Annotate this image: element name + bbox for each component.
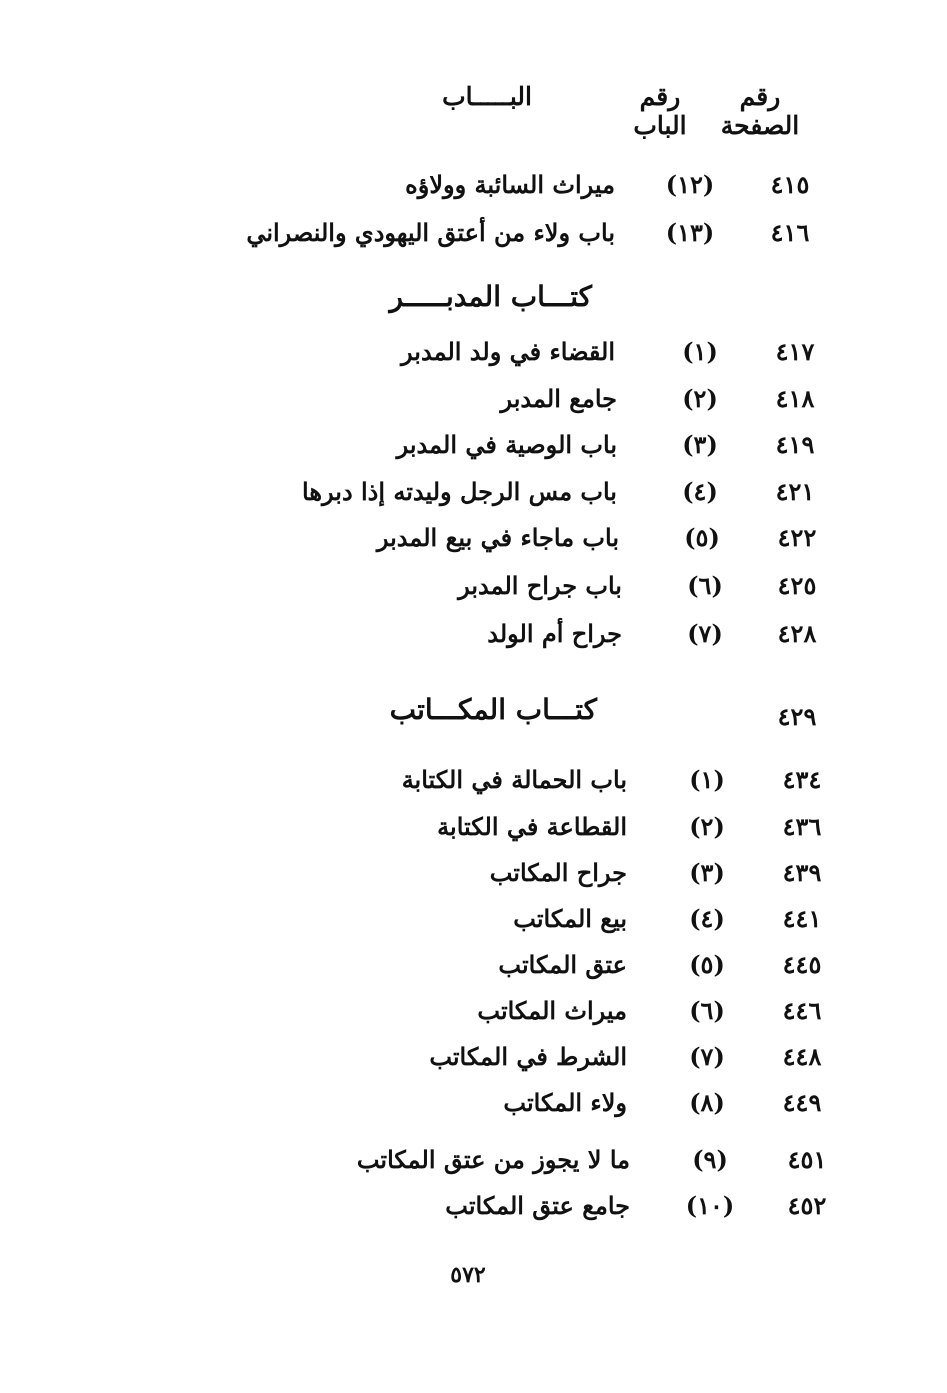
toc-page-number: ٤١٧ bbox=[775, 337, 815, 366]
toc-page-number: ٤٢٨ bbox=[777, 619, 817, 648]
toc-entry-title: باب مس الرجل وليدته إذا دبرها bbox=[302, 477, 617, 506]
toc-entry-title: باب الوصية في المدبر bbox=[396, 430, 617, 459]
toc-entry-title: القضاء في ولد المدبر bbox=[401, 337, 615, 366]
toc-page-number: ٤٢١ bbox=[775, 477, 815, 506]
toc-chapter-number: (١٣) bbox=[665, 218, 715, 247]
toc-entry-title: ما لا يجوز من عتق المكاتب bbox=[356, 1145, 630, 1174]
toc-entry-title: باب الحمالة في الكتابة bbox=[401, 765, 627, 794]
toc-chapter-number: (٥) bbox=[684, 523, 720, 552]
toc-entry-title: باب ولاء من أعتق اليهودي والنصراني bbox=[246, 218, 615, 247]
title-header: البـــــاب bbox=[442, 82, 532, 111]
toc-chapter-number: (٦) bbox=[689, 996, 725, 1025]
toc-chapter-number: (٧) bbox=[687, 619, 723, 648]
book-title-mudabbar: كتـــاب المدبـــــر bbox=[389, 280, 592, 313]
toc-chapter-number: (١) bbox=[682, 337, 718, 366]
toc-entry-title: ميراث المكاتب bbox=[477, 996, 627, 1025]
toc-page-number: ٤٥١ bbox=[787, 1145, 827, 1174]
toc-page-number: ٤١٦ bbox=[770, 218, 810, 247]
toc-entry-title: جامع المدبر bbox=[500, 384, 617, 413]
toc-entry-title: الشرط في المكاتب bbox=[429, 1042, 627, 1071]
toc-page-number: ٤١٥ bbox=[770, 170, 810, 199]
chapter-number-header-line2: الباب bbox=[633, 111, 687, 140]
toc-page-number: ٤٣٤ bbox=[782, 765, 822, 794]
toc-entry-title: باب ماجاء في بيع المدبر bbox=[376, 523, 619, 552]
toc-entry-title: ميراث السائبة وولاؤه bbox=[405, 170, 615, 199]
footer-page-number: ٥٧٢ bbox=[450, 1262, 486, 1288]
toc-chapter-number: (٦) bbox=[687, 571, 723, 600]
toc-page-number: ٤٢٥ bbox=[777, 571, 817, 600]
toc-chapter-number: (٨) bbox=[689, 1088, 725, 1117]
toc-chapter-number: (١٠) bbox=[685, 1191, 735, 1220]
toc-chapter-number: (٥) bbox=[689, 950, 725, 979]
toc-page-number: ٤١٩ bbox=[775, 430, 815, 459]
toc-chapter-number: (٩) bbox=[692, 1145, 728, 1174]
toc-entry-title: القطاعة في الكتابة bbox=[437, 812, 627, 841]
toc-page-number: ٤٤٩ bbox=[782, 1088, 822, 1117]
chapter-number-header-line1: رقم bbox=[639, 82, 681, 111]
toc-entry-title: جامع عتق المكاتب bbox=[445, 1191, 630, 1220]
page-number-header-line1: رقم bbox=[739, 82, 781, 111]
toc-page-number: ٤٤١ bbox=[782, 904, 822, 933]
toc-page-number: ٤٢٢ bbox=[777, 523, 817, 552]
toc-page-number: ٤٣٩ bbox=[782, 858, 822, 887]
toc-chapter-number: (١٢) bbox=[665, 170, 715, 199]
book-title-mukatab: كتـــاب المكـــاتب bbox=[389, 693, 597, 726]
toc-entry-title: جراح أم الولد bbox=[487, 619, 622, 648]
toc-chapter-number: (٤) bbox=[689, 904, 725, 933]
toc-entry-title: عتق المكاتب bbox=[498, 950, 627, 979]
toc-page-number: ٤٤٥ bbox=[782, 950, 822, 979]
toc-entry-title: ولاء المكاتب bbox=[503, 1088, 627, 1117]
toc-page-number: ٤٤٦ bbox=[782, 996, 822, 1025]
toc-chapter-number: (٣) bbox=[689, 858, 725, 887]
page-number-header-line2: الصفحة bbox=[720, 111, 800, 140]
toc-chapter-number: (٢) bbox=[682, 384, 718, 413]
toc-entry-title: جراح المكاتب bbox=[489, 858, 627, 887]
toc-page-number: ٤١٨ bbox=[775, 384, 815, 413]
toc-chapter-number: (٧) bbox=[689, 1042, 725, 1071]
toc-chapter-number: (٤) bbox=[682, 477, 718, 506]
toc-entry-title: باب جراح المدبر bbox=[458, 571, 622, 600]
toc-page-number: ٤٤٨ bbox=[782, 1042, 822, 1071]
toc-entry-title: بيع المكاتب bbox=[513, 904, 627, 933]
toc-page-number: ٤٣٦ bbox=[782, 812, 822, 841]
toc-page-number: ٤٥٢ bbox=[787, 1191, 827, 1220]
toc-chapter-number: (١) bbox=[689, 765, 725, 794]
toc-chapter-number: (٣) bbox=[682, 430, 718, 459]
toc-chapter-number: (٢) bbox=[689, 812, 725, 841]
page-number-header bbox=[720, 82, 800, 140]
book-page-number: ٤٢٩ bbox=[777, 702, 817, 731]
chapter-number-header bbox=[625, 82, 695, 140]
